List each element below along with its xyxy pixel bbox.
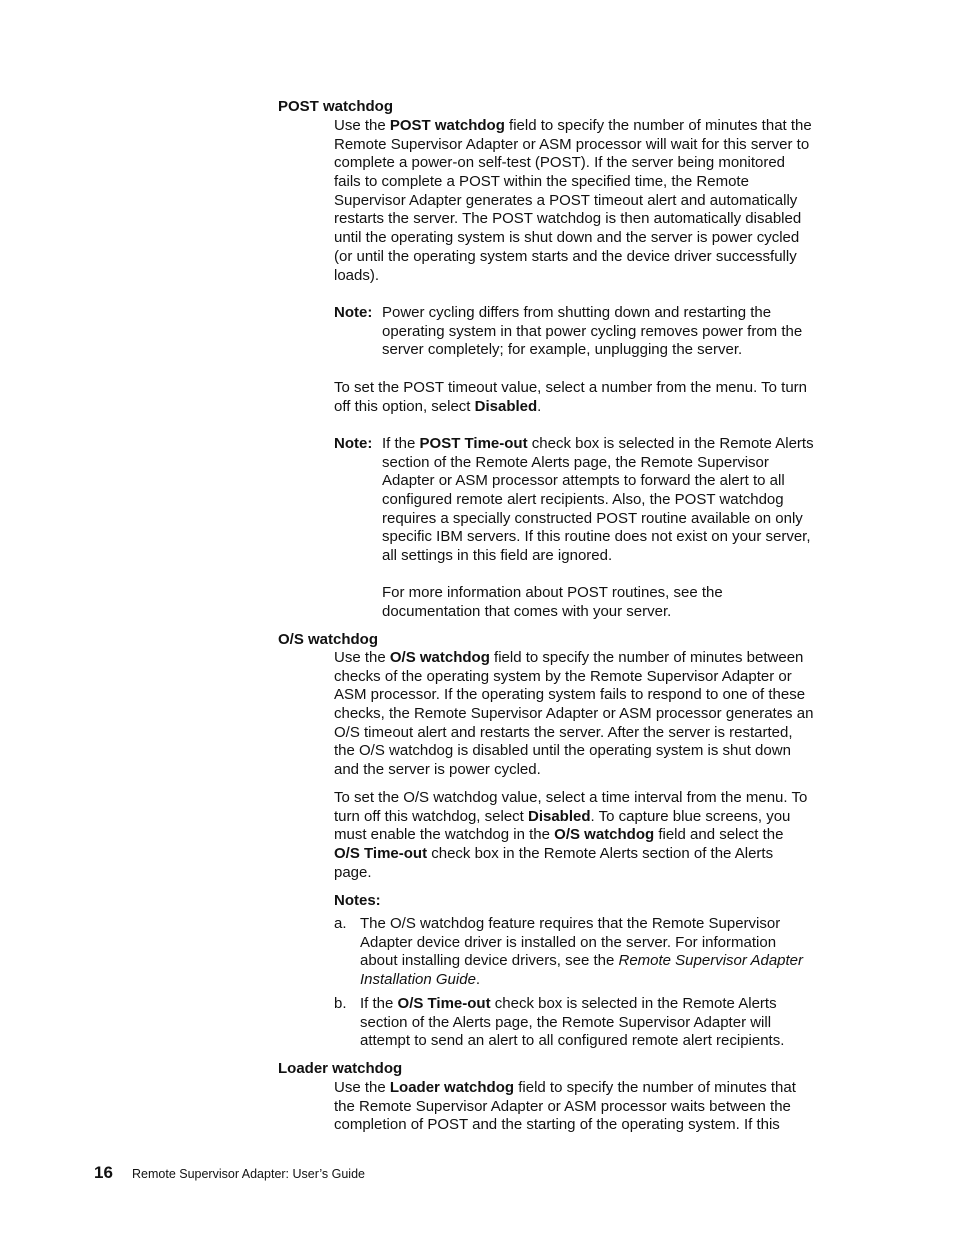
- text-line: [382, 435, 814, 454]
- book-title: Remote Supervisor Adapter: [618, 952, 804, 970]
- text-line: Adapter or ASM processor attempts to forward the alert to all: [382, 472, 785, 490]
- note-label: Note:: [334, 304, 373, 321]
- text-run: .: [475, 971, 481, 989]
- book-title: Installation Guide: [360, 971, 476, 989]
- post-watchdog-heading: POST watchdog: [278, 98, 394, 115]
- os-watchdog-heading: O/S watchdog: [278, 631, 379, 648]
- text-run: check box in the Remote Alerts section of the Alerts: [427, 845, 774, 863]
- text-line: fails to complete a POST within the specified time, the Remote: [334, 173, 749, 191]
- text-run: must enable the watchdog in the: [334, 826, 555, 844]
- text-line: [360, 971, 803, 990]
- text-line: [334, 1079, 854, 1098]
- note-item-a: [360, 915, 803, 990]
- bold-term: O/S Time-out: [397, 995, 491, 1012]
- text-run: field to specify the number of minutes that: [514, 1079, 796, 1096]
- text-run: .: [537, 397, 542, 415]
- text-line: [360, 995, 784, 1014]
- text-run: check box is selected in the Remote Alerts: [527, 435, 814, 452]
- text-line: requires a specially constructed POST routine available on only: [382, 509, 803, 527]
- text-run: about installing device drivers, see the: [360, 952, 619, 970]
- text-line: To set the O/S watchdog value, select a time interval from the menu. To: [334, 789, 808, 806]
- text-line: attempt to send an alert to all configured remote alert recipients.: [360, 1032, 785, 1050]
- text-line: checks of the operating system by the Remote Supervisor Adapter or: [334, 667, 792, 685]
- text-run: off this option, select: [334, 397, 475, 415]
- text-line: operating system in that power cycling removes power from the: [382, 322, 803, 340]
- text-run: check box is selected in the Remote Alerts: [490, 995, 777, 1012]
- note-item-b: [360, 995, 784, 1051]
- bold-term: O/S watchdog: [554, 826, 655, 844]
- text-line: (or until the operating system starts and the device driver successfully: [334, 247, 797, 265]
- text-line: section of the Alerts page, the Remote Supervisor Adapter will: [360, 1013, 772, 1031]
- text-run: If the: [360, 995, 398, 1012]
- text-run: turn off this watchdog, select: [334, 807, 528, 825]
- bold-term: O/S watchdog: [389, 649, 490, 666]
- text-line: ASM processor. If the operating system fails to respond to one of these: [334, 686, 806, 704]
- text-line: server completely; for example, unplugging the server.: [382, 341, 743, 359]
- power-cycling-note: [382, 304, 802, 360]
- text-line: all settings in this field are ignored.: [382, 547, 613, 565]
- bold-term: O/S Time-out: [334, 845, 428, 863]
- page-number: 16: [94, 1163, 113, 1182]
- text-line: [334, 826, 854, 845]
- text-line: documentation that comes with your server.: [382, 602, 672, 620]
- text-line: and the server is power cycled.: [334, 761, 541, 779]
- text-line: [334, 845, 854, 864]
- text-run: field and select the: [654, 826, 784, 844]
- text-line: [360, 952, 803, 971]
- text-line: restarts the server. The POST watchdog is then automatically disabled: [334, 210, 802, 228]
- text-line: [334, 117, 854, 136]
- text-line: page.: [334, 863, 372, 881]
- text-line: To set the POST timeout value, select a number from the menu. To turn: [334, 379, 808, 396]
- text-line: completion of POST and the starting of the operating system. If this: [334, 1116, 780, 1134]
- text-run: Use the: [334, 117, 390, 134]
- footer-book-title: Remote Supervisor Adapter: User’s Guide: [132, 1167, 365, 1181]
- bold-term: POST watchdog: [389, 117, 505, 134]
- list-marker-b: b.: [334, 995, 347, 1012]
- loader-watchdog-description: [334, 1079, 854, 1135]
- os-watchdog-description: [334, 649, 854, 780]
- os-watchdog-instructions: [334, 789, 854, 882]
- text-line: complete a power-on self-test (POST). If the server being monitored: [334, 154, 786, 172]
- text-line: configured remote alert recipients. Also, the POST watchdog: [382, 491, 784, 509]
- text-run: . To capture blue screens, you: [590, 807, 791, 825]
- post-timeout-note: [382, 435, 814, 566]
- loader-watchdog-heading: Loader watchdog: [278, 1060, 403, 1077]
- bold-term: Disabled: [474, 397, 538, 415]
- text-line: until the operating system is shut down and the server is power cycled: [334, 229, 800, 247]
- bold-term: POST Time-out: [419, 435, 528, 452]
- text-line: section of the Remote Alerts page, the Remote Supervisor: [382, 453, 769, 471]
- text-line: [334, 398, 854, 417]
- notes-heading: Notes:: [334, 892, 381, 909]
- text-line: specific IBM servers. If this routine does not exist on your server,: [382, 528, 811, 546]
- text-line: Power cycling differs from shutting down and restarting the: [382, 304, 772, 321]
- text-line: [334, 649, 854, 668]
- text-line: the O/S watchdog is disabled until the operating system is shut down: [334, 742, 791, 760]
- text-run: field to specify the number of minutes that the: [504, 117, 812, 134]
- text-line: [334, 808, 854, 827]
- post-watchdog-description: [334, 117, 854, 285]
- post-routines-reference: [382, 584, 723, 621]
- text-run: If the: [382, 435, 420, 452]
- text-line: O/S timeout alert and restarts the server. After the server is restarted,: [334, 723, 793, 741]
- list-marker-a: a.: [334, 915, 347, 932]
- text-line: Remote Supervisor Adapter or ASM processor will wait for this server to: [334, 135, 810, 153]
- text-line: The O/S watchdog feature requires that the Remote Supervisor: [360, 915, 781, 932]
- text-run: Use the: [334, 1079, 390, 1096]
- note-label: Note:: [334, 435, 373, 452]
- text-line: loads).: [334, 266, 380, 284]
- post-timeout-instructions: [334, 379, 854, 416]
- bold-term: Loader watchdog: [389, 1079, 515, 1096]
- text-line: checks, the Remote Supervisor Adapter or ASM processor generates an: [334, 705, 814, 723]
- text-run: Use the: [334, 649, 390, 666]
- text-run: field to specify the number of minutes between: [489, 649, 804, 666]
- text-line: Supervisor Adapter generates a POST timeout alert and automatically: [334, 191, 798, 209]
- text-line: the Remote Supervisor Adapter or ASM processor waits between the: [334, 1097, 791, 1115]
- text-line: For more information about POST routines, see the: [382, 584, 723, 601]
- text-line: Adapter device driver is installed on the server. For information: [360, 933, 777, 951]
- bold-term: Disabled: [528, 807, 591, 825]
